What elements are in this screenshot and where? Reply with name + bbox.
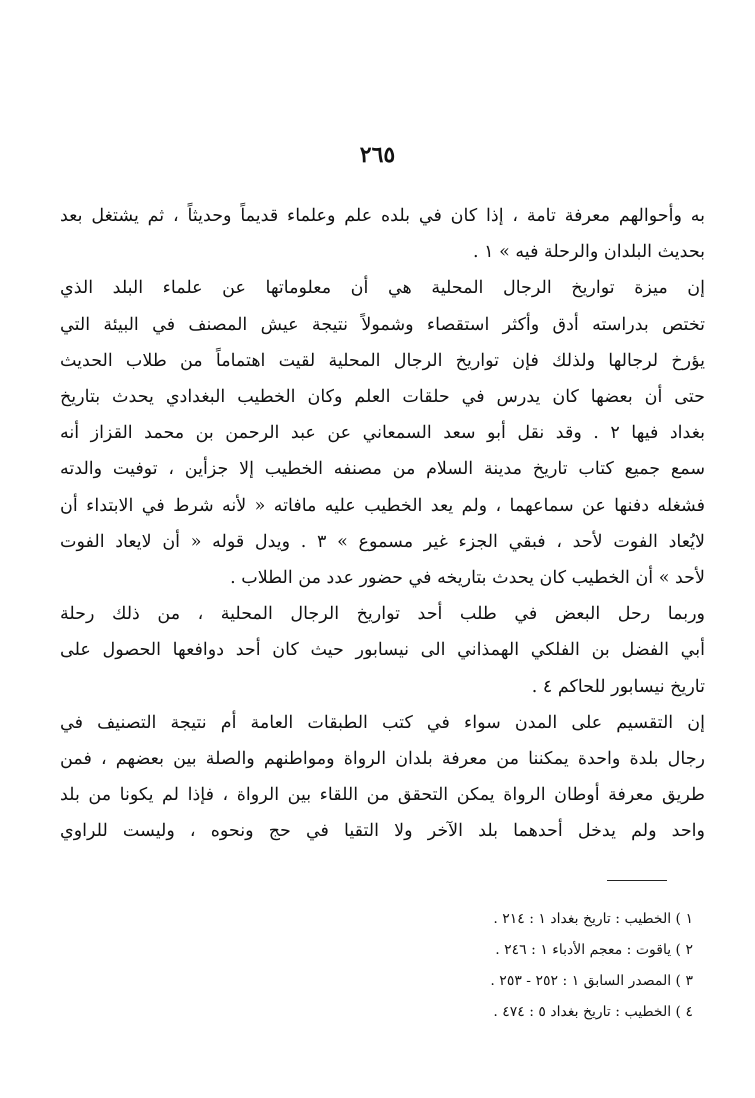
text-line: بغداد فيها ٢ . وقد نقل أبو سعد السمعاني عن عبد الرحمن بن محمد القزاز أنه xyxy=(60,423,705,444)
text-line: أبي الفضل بن الفلكي الهمذاني الى نيسابور حيث كان أحد دوافعها الحصول على xyxy=(60,640,705,661)
text-line: رجال بلدة واحدة يمكننا من معرفة بلدان الرواة ومواطنهم والصلة بين بعضهم ، فمن xyxy=(60,749,705,770)
text-line: واحد ولم يدخل أحدهما بلد الآخر ولا التقيا في حج ونحوه ، وليست للراوي xyxy=(60,821,705,842)
text-line: لايُعاد الفوت لأحد ، فبقي الجزء غير مسموع » ٣ . ويدل قوله « أن لايعاد الفوت xyxy=(60,531,705,552)
text-line: فشغله دفنها عن سماعهما ، ولم يعد الخطيب عليه مافاته « لأنه شرط في الابتداء أن xyxy=(60,495,705,516)
footnote-4: ٤ ) الخطيب : تاريخ بغداد ٥ : ٤٧٤ . xyxy=(493,1004,693,1020)
text-line: يؤرخ لرجالها ولذلك فإن تواريخ الرجال المحلية لقيت اهتماماً من طلاب الحديث xyxy=(60,350,705,371)
text-line: لأحد » أن الخطيب كان يحدث بتاريخه في حضور عدد من الطلاب . xyxy=(230,568,705,589)
text-line: إن التقسيم على المدن سواء في كتب الطبقات العامة أم نتيجة التصنيف في xyxy=(60,712,705,733)
footnote-1: ١ ) الخطيب : تاريخ بغداد ١ : ٢١٤ . xyxy=(493,911,693,927)
text-line: طريق معرفة أوطان الرواة يمكن التحقق من اللقاء بين الرواة ، فإذا لم يكونا من بلد xyxy=(60,785,705,806)
text-line: تختص بدراسته أدق وأكثر استقصاء وشمولاً نتيجة عيش المصنف في البيئة التي xyxy=(60,314,705,335)
footnotes xyxy=(173,904,693,1028)
text-line: حتى أن بعضها كان يدرس في حلقات العلم وكان الخطيب البغدادي يحدث بتاريخ xyxy=(60,387,705,408)
page-number: ٢٦٥ xyxy=(359,142,396,168)
footnote-3: ٣ ) المصدر السابق ١ : ٢٥٢ - ٢٥٣ . xyxy=(490,973,693,989)
text-line: بحديث البلدان والرحلة فيه » ١ . xyxy=(473,242,705,263)
text-line: تاريخ نيسابور للحاكم ٤ . xyxy=(531,676,705,697)
body-text xyxy=(60,198,705,850)
text-line: به وأحوالهم معرفة تامة ، إذا كان في بلده علم وعلماء قديماً وحديثاً ، ثم يشتغل بعد xyxy=(60,206,705,226)
footnote-2: ٢ ) ياقوت : معجم الأدباء ١ : ٢٤٦ . xyxy=(495,942,693,958)
text-line: إن ميزة تواريخ الرجال المحلية هي أن معلوماتها عن علماء البلد الذي xyxy=(60,278,705,299)
footnote-divider xyxy=(607,880,667,881)
text-line: سمع جميع كتاب تاريخ مدينة السلام من مصنفه الخطيب إلا جزأين ، توفيت والدته xyxy=(60,459,705,480)
text-line: وربما رحل البعض في طلب أحد تواريخ الرجال المحلية ، من ذلك رحلة xyxy=(60,604,705,625)
